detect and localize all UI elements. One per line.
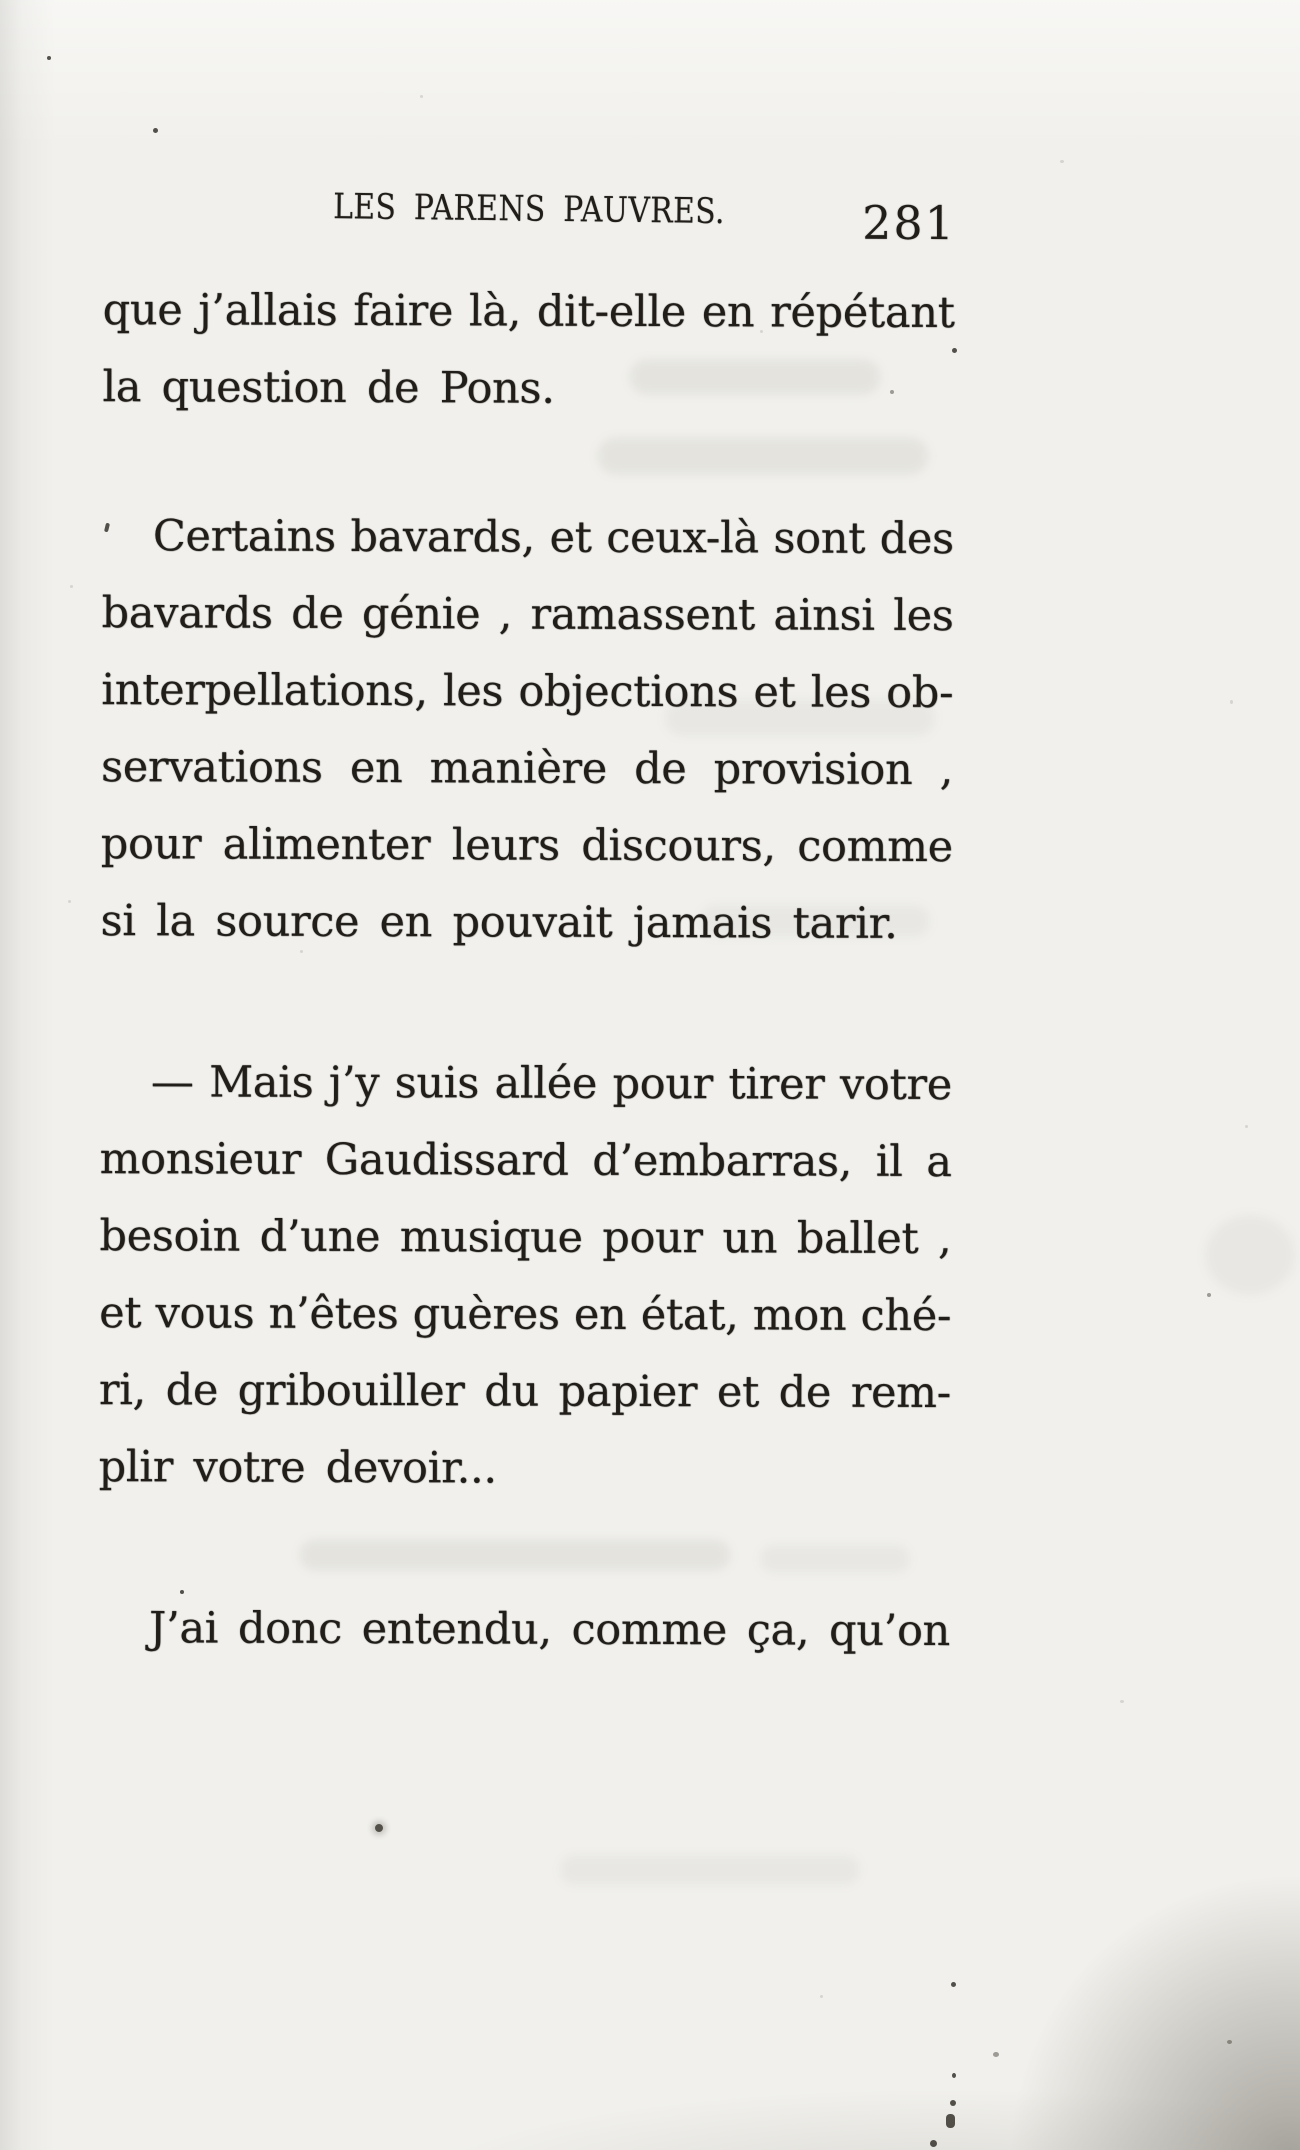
word: sont: [773, 513, 866, 564]
word: gribouiller: [237, 1365, 465, 1417]
word: rem-: [850, 1367, 951, 1419]
word: que: [102, 285, 183, 336]
word: un: [722, 1213, 778, 1264]
paragraph: [98, 1590, 950, 1670]
word: bavards,: [350, 511, 536, 563]
word: donc: [237, 1603, 343, 1654]
word: suis: [394, 1058, 480, 1109]
word: les: [442, 666, 504, 717]
word: d’une: [259, 1211, 381, 1263]
word: de: [634, 743, 687, 795]
word: ,: [939, 745, 954, 796]
text-line: [101, 729, 953, 809]
word: besoin: [99, 1211, 241, 1262]
word: ainsi: [773, 590, 875, 641]
word: Certains: [152, 511, 336, 562]
word: vous: [155, 1288, 255, 1339]
word: monsieur: [99, 1134, 302, 1185]
word: —: [150, 1057, 194, 1108]
word: et: [549, 512, 592, 563]
word: qu’on: [828, 1605, 951, 1657]
word: papier: [558, 1366, 698, 1418]
text-line: la question de Pons.: [102, 362, 555, 414]
text-line: [100, 1121, 952, 1201]
word: et: [753, 667, 796, 718]
word: entendu,: [361, 1603, 552, 1655]
paragraph: [100, 498, 954, 963]
word: ,: [498, 589, 513, 640]
word: comme: [797, 821, 953, 873]
word: des: [879, 513, 954, 565]
word: pour: [612, 1058, 714, 1110]
text-line: [99, 1275, 951, 1355]
word: mon: [752, 1290, 847, 1341]
word: a: [926, 1136, 952, 1188]
word: Gaudissard: [324, 1134, 569, 1186]
word: interpellations,: [101, 665, 428, 717]
text-line: [99, 1198, 951, 1278]
word: manière: [429, 743, 608, 794]
word: tirer: [728, 1059, 825, 1110]
text-line: si la source en pouvait jamais tarir.: [100, 896, 898, 949]
text-line: plir votre devoir...: [98, 1442, 497, 1494]
word: en: [349, 742, 403, 794]
word: là,: [468, 286, 522, 337]
word: bavards: [101, 588, 273, 639]
word: et: [99, 1288, 142, 1339]
text-line: [101, 806, 953, 886]
word: d’embarras,: [592, 1135, 853, 1187]
word: du: [484, 1366, 539, 1417]
word: objections: [518, 666, 739, 718]
word: servations: [100, 742, 323, 793]
word: n’êtes: [268, 1288, 399, 1340]
word: comme: [571, 1604, 728, 1656]
word: ,: [937, 1214, 952, 1265]
text-line: [101, 575, 953, 655]
word: les: [810, 667, 872, 718]
word: provision: [713, 744, 913, 795]
word: et: [716, 1367, 760, 1418]
word: j’allais: [198, 285, 338, 336]
word: de: [165, 1365, 219, 1416]
word: de: [778, 1367, 832, 1418]
word: j’y: [328, 1057, 380, 1109]
word: alimenter: [222, 819, 431, 871]
word: ça,: [746, 1605, 810, 1656]
word: les: [893, 590, 954, 642]
word: dit-elle: [536, 286, 687, 338]
word: génie: [361, 588, 481, 640]
text-block: [96, 0, 955, 2150]
word: ramassent: [530, 589, 756, 641]
word: musique: [399, 1212, 583, 1263]
word: ché-: [860, 1290, 952, 1342]
word: pour: [602, 1212, 703, 1264]
word: discours,: [581, 820, 776, 872]
text-line: [100, 1044, 952, 1124]
word: ob-: [886, 667, 954, 719]
word: de: [291, 588, 344, 639]
word: en: [701, 287, 755, 338]
paragraph: [98, 1044, 952, 1509]
word: en: [573, 1289, 627, 1340]
text-line: [98, 1590, 950, 1670]
word: pour: [100, 819, 202, 870]
word: ceux-là: [606, 512, 759, 564]
word: répétant: [770, 287, 955, 339]
text-line: [102, 498, 954, 578]
word: faire: [353, 285, 454, 337]
word: ballet: [796, 1213, 919, 1264]
word: ri,: [98, 1365, 147, 1416]
paragraph: [102, 272, 955, 429]
word: état,: [640, 1289, 739, 1341]
text-line: [99, 1352, 951, 1432]
word: votre: [839, 1059, 952, 1111]
word: Mais: [209, 1057, 314, 1108]
text-line: [101, 652, 953, 732]
word: J’ai: [148, 1603, 219, 1654]
running-header-title: LES PARENS PAUVRES.: [332, 187, 726, 233]
text-line: [103, 272, 955, 352]
word: allée: [494, 1058, 598, 1109]
page-number: 281: [862, 195, 957, 251]
word: il: [875, 1136, 903, 1187]
word: guères: [412, 1289, 560, 1340]
word: leurs: [451, 820, 560, 871]
